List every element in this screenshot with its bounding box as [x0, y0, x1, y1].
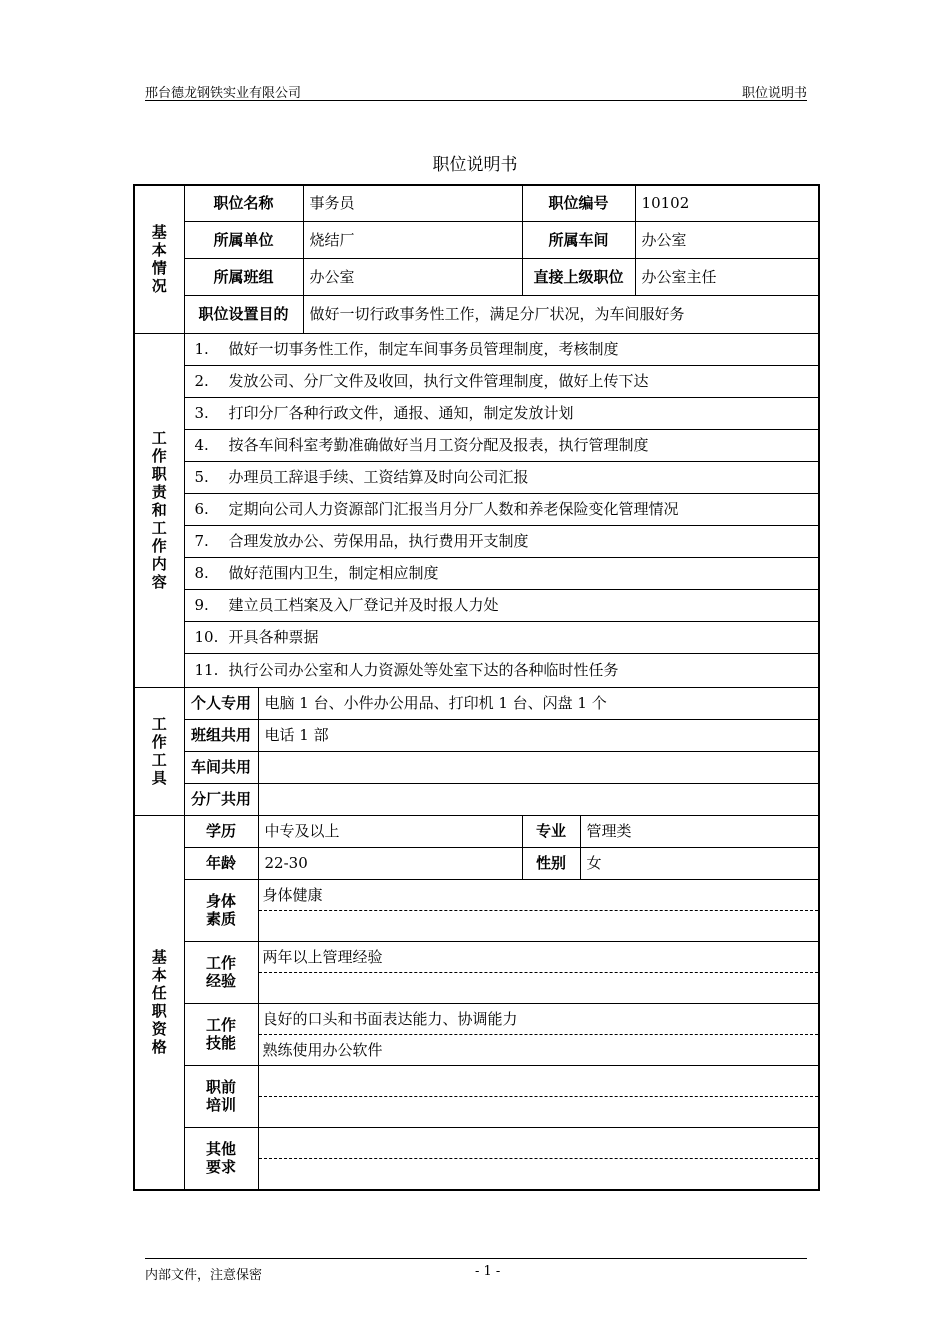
workshop-tools-label: 车间共用: [184, 751, 258, 783]
other-label: 其他 要求: [184, 1127, 258, 1190]
training-requirements: [258, 1065, 819, 1127]
doc-type: 职位说明书: [741, 86, 807, 101]
duty-item: 9. 建立员工档案及入厂登记并及时报人力处: [184, 589, 819, 621]
position-code: 10102: [635, 185, 819, 221]
physical-label: 身体 素质: [184, 879, 258, 941]
experience-label: 工作 经验: [184, 941, 258, 1003]
section-qualifications: 基 本 任 职 资 格: [134, 815, 184, 1190]
duty-item: 11. 执行公司办公室和人力资源处等处室下达的各种临时性任务: [184, 653, 819, 687]
unit-label: 所属单位: [184, 221, 303, 258]
major: 管理类: [580, 815, 819, 847]
duty-item: 3. 打印分厂各种行政文件，通报、通知，制定发放计划: [184, 397, 819, 429]
workshop-label: 所属车间: [522, 221, 635, 258]
skills-label: 工作 技能: [184, 1003, 258, 1065]
major-label: 专业: [522, 815, 580, 847]
purpose: 做好一切行政事务性工作，满足分厂状况，为车间服好务: [303, 295, 819, 333]
position-code-label: 职位编号: [522, 185, 635, 221]
position-name-label: 职位名称: [184, 185, 303, 221]
superior-label: 直接上级职位: [522, 258, 635, 295]
age: 22-30: [258, 847, 522, 879]
page-title: 职位说明书: [432, 155, 518, 175]
position-name: 事务员: [303, 185, 522, 221]
section-basic-info: 基 本 情 况: [134, 185, 184, 333]
experience-requirements: 两年以上管理经验: [258, 941, 819, 1003]
section-duties: 工 作 职 责 和 工 作 内 容: [134, 333, 184, 687]
company-name: 邢台德龙钢铁实业有限公司: [145, 86, 302, 101]
education-label: 学历: [184, 815, 258, 847]
personal-tools: 电脑 1 台、小件办公用品、打印机 1 台、闪盘 1 个: [258, 687, 819, 719]
superior: 办公室主任: [635, 258, 819, 295]
section-tools: 工 作 工 具: [134, 687, 184, 815]
age-label: 年龄: [184, 847, 258, 879]
page-footer: [145, 1258, 807, 1283]
team-tools: 电话 1 部: [258, 719, 819, 751]
personal-tools-label: 个人专用: [184, 687, 258, 719]
duty-item: 1. 做好一切事务性工作，制定车间事务员管理制度，考核制度: [184, 333, 819, 365]
team: 办公室: [303, 258, 522, 295]
purpose-label: 职位设置目的: [184, 295, 303, 333]
skills-requirements: 良好的口头和书面表达能力、协调能力 熟练使用办公软件: [258, 1003, 819, 1065]
duty-item: 8. 做好范围内卫生，制定相应制度: [184, 557, 819, 589]
page-header: [145, 82, 807, 101]
job-description-table: [133, 184, 820, 1191]
page-number: - 1 -: [475, 1264, 501, 1279]
gender: 女: [580, 847, 819, 879]
team-label: 所属班组: [184, 258, 303, 295]
plant-tools-label: 分厂共用: [184, 783, 258, 815]
workshop: 办公室: [635, 221, 819, 258]
training-label: 职前 培训: [184, 1065, 258, 1127]
education: 中专及以上: [258, 815, 522, 847]
duty-item: 10. 开具各种票据: [184, 621, 819, 653]
confidential-note: 内部文件，注意保密: [145, 1268, 263, 1283]
gender-label: 性别: [522, 847, 580, 879]
plant-tools: [258, 783, 819, 815]
duty-item: 4. 按各车间科室考勤准确做好当月工资分配及报表，执行管理制度: [184, 429, 819, 461]
duty-item: 7. 合理发放办公、劳保用品，执行费用开支制度: [184, 525, 819, 557]
team-tools-label: 班组共用: [184, 719, 258, 751]
duty-item: 6. 定期向公司人力资源部门汇报当月分厂人数和养老保险变化管理情况: [184, 493, 819, 525]
physical-requirements: 身体健康: [258, 879, 819, 941]
unit: 烧结厂: [303, 221, 522, 258]
duty-item: 2. 发放公司、分厂文件及收回，执行文件管理制度，做好上传下达: [184, 365, 819, 397]
workshop-tools: [258, 751, 819, 783]
duty-item: 5. 办理员工辞退手续、工资结算及时向公司汇报: [184, 461, 819, 493]
other-requirements: [258, 1127, 819, 1190]
